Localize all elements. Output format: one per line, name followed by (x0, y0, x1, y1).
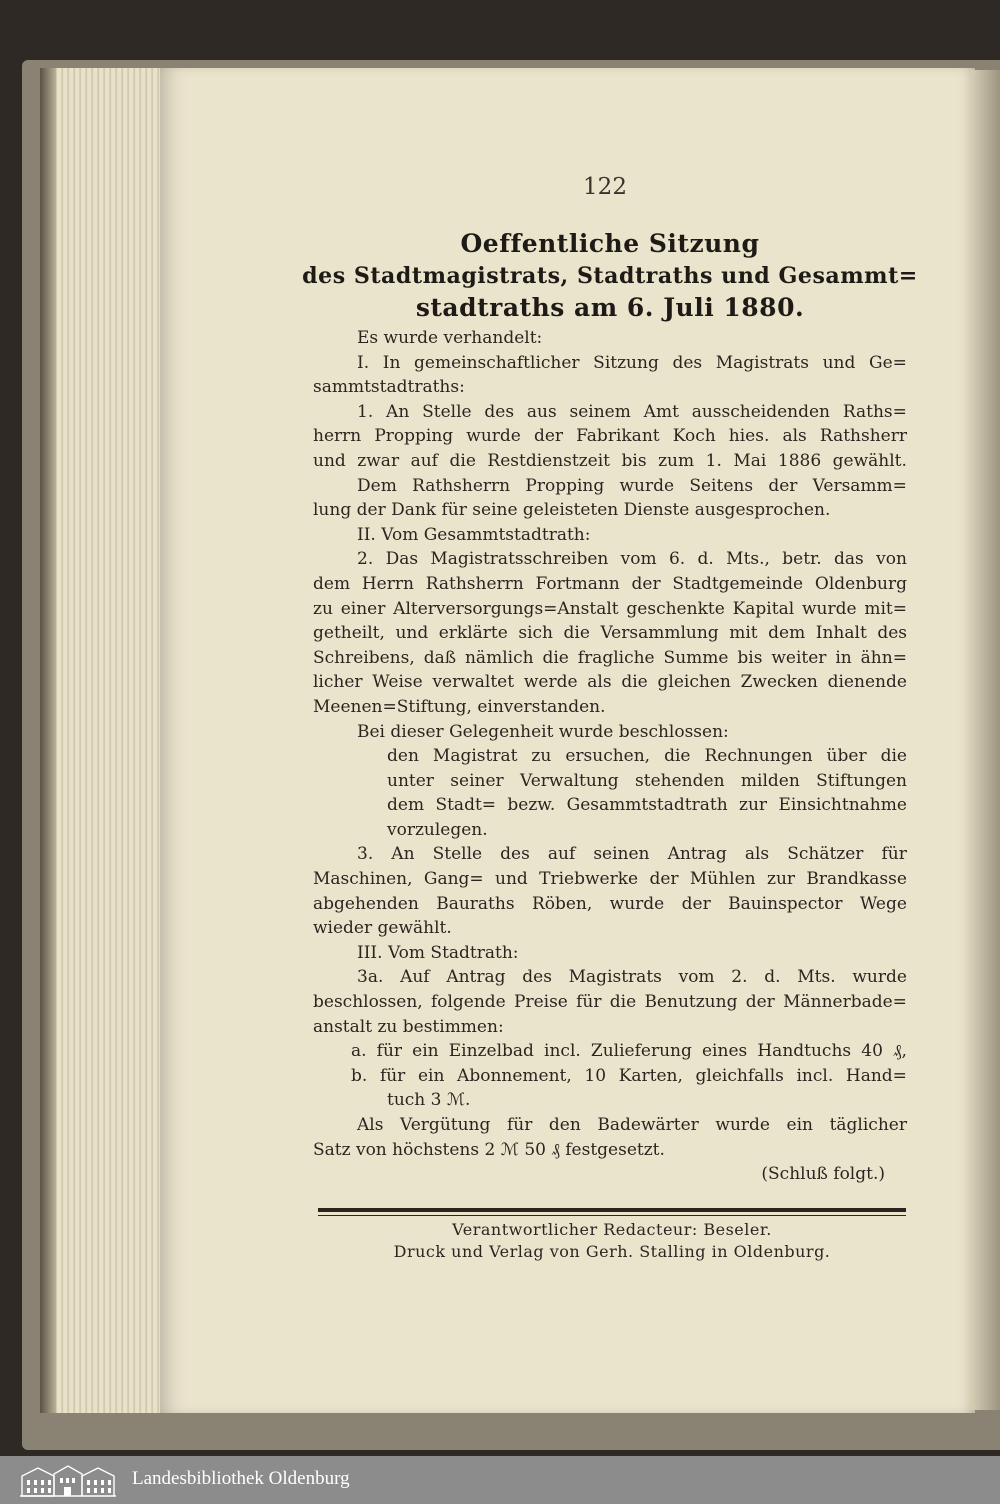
word: Mts., (726, 549, 770, 570)
word: zu (313, 598, 333, 619)
word: bis (621, 450, 647, 471)
editor-imprint: Verantwortlicher Redacteur: Beseler. (452, 1220, 772, 1239)
text-line (313, 424, 907, 449)
library-building-icon (18, 1462, 118, 1498)
word: Auf (400, 967, 430, 988)
word: und (395, 623, 429, 644)
word: des (484, 401, 515, 422)
word: hies. (728, 426, 770, 447)
word: aus (526, 401, 557, 422)
word: 2. (357, 549, 374, 570)
word: zu (531, 746, 552, 767)
word: ein (786, 1115, 813, 1135)
page-edges (40, 68, 170, 1413)
word: in (835, 647, 852, 668)
word: Brandkasse (806, 869, 907, 890)
word: I. (357, 352, 370, 373)
word: dem (768, 623, 806, 644)
word: Wege (859, 893, 907, 914)
word: ausscheidenden (691, 401, 831, 422)
text-line (313, 793, 907, 818)
word: Versamm= (812, 475, 907, 496)
word: 6. (668, 549, 686, 570)
word: gleichen (657, 672, 731, 693)
word: dem (387, 795, 425, 816)
text-line (313, 769, 907, 794)
word: Einzelbad (448, 1041, 534, 1062)
word: ähn= (860, 647, 907, 668)
word: wurde (801, 598, 857, 619)
word: Herrn (361, 573, 414, 594)
word: der (745, 992, 775, 1013)
word: gewählt. (832, 450, 907, 471)
word: An (391, 844, 415, 865)
word: Alterversorgungs=Anstalt (393, 598, 619, 619)
library-name: Landesbibliothek Oldenburg (132, 1468, 350, 1489)
word: des (877, 623, 907, 644)
word: wurde (609, 893, 665, 914)
text-line (313, 400, 907, 425)
text-line: II. Vom Gesammtstadtrath: (357, 524, 591, 545)
word: Verwaltung (520, 770, 619, 791)
word: daß (423, 647, 457, 668)
title-line: Oeffentliche Sitzung (460, 229, 760, 258)
word: die (542, 647, 569, 668)
divider-thick (318, 1208, 906, 1212)
word: stehenden (635, 770, 725, 791)
word: Maschinen, (313, 869, 413, 890)
word: wurde (619, 475, 675, 496)
word: 40 (861, 1041, 883, 1062)
article-title (300, 228, 920, 324)
word: Abonnement, (457, 1065, 572, 1086)
word: Stelle (422, 401, 472, 422)
word: fragliche (577, 647, 655, 668)
text-line (313, 1039, 907, 1064)
text-line (313, 474, 907, 499)
text-line (313, 990, 907, 1015)
word: die (621, 672, 648, 693)
word: als (587, 672, 612, 693)
text-line (313, 670, 907, 695)
word: licher (313, 672, 363, 693)
text-line (313, 842, 907, 867)
word: für (506, 1115, 533, 1135)
word: Gesammtstadtrath (566, 795, 728, 816)
word: vom (620, 549, 657, 570)
word: Rathsherr (819, 426, 907, 447)
publisher-imprint: Druck und Verlag von Gerh. Stalling in Oldenburg. (393, 1242, 831, 1261)
text-line: Meenen=Stiftung, einverstanden. (313, 696, 606, 717)
word: 10 (584, 1065, 607, 1086)
word: d. (697, 549, 714, 570)
word: Stelle (432, 844, 483, 865)
word: für (576, 992, 602, 1013)
text-line: lung der Dank für seine geleisteten Dienste ausgesprochen. (313, 500, 831, 521)
text-line: wieder gewählt. (313, 918, 452, 939)
library-footer-bar (0, 1456, 1000, 1504)
word: bis (737, 647, 763, 668)
word: Kapital (732, 598, 795, 619)
word: Fortmann (535, 573, 620, 594)
word: betr. (782, 549, 822, 570)
word: den (548, 1115, 581, 1135)
word: abgehenden (313, 893, 419, 914)
word: Bauraths (436, 893, 515, 914)
word: zum (658, 450, 695, 471)
word: den (387, 746, 419, 767)
word: Propping (525, 475, 605, 496)
word: wurde (715, 1115, 770, 1135)
article-body (313, 326, 907, 1187)
word: 3. (357, 844, 374, 865)
word: und (822, 352, 856, 373)
page-gutter (970, 70, 1000, 1410)
word: des (500, 844, 530, 865)
word: Bauinspector (728, 893, 843, 914)
word: des (672, 352, 703, 373)
word: ₰, (893, 1041, 907, 1062)
word: Triebwerke (539, 869, 639, 890)
word: Ge= (869, 352, 907, 373)
word: Antrag (446, 967, 506, 988)
title-line: des Stadtmagistrats, Stadtraths und Gesammt= (302, 263, 918, 289)
text-line: anstalt zu bestimmen: (313, 1016, 504, 1037)
word: Vergütung (400, 1115, 491, 1135)
word: Mts. (797, 967, 836, 988)
word: Preise (514, 992, 568, 1013)
word: Das (385, 549, 419, 570)
word: der (649, 869, 679, 890)
word: Magistrats (568, 967, 662, 988)
word: der (768, 475, 798, 496)
text-line (313, 892, 907, 917)
divider-thin (318, 1215, 906, 1216)
text-line (313, 547, 907, 572)
word: seinen (593, 844, 650, 865)
word: eines (702, 1041, 748, 1062)
text-line: Es wurde verhandelt: (357, 328, 543, 348)
word: nämlich (464, 647, 534, 668)
text-line (313, 351, 907, 376)
word: Sitzung (593, 352, 659, 373)
word: ersuchen, (565, 746, 651, 767)
word: Handtuchs (757, 1041, 852, 1062)
word: das (834, 549, 864, 570)
word: Rathsherrn (412, 475, 511, 496)
word: In (382, 352, 401, 373)
word: Fabrikant (576, 426, 660, 447)
word: Stadt= (435, 795, 497, 816)
word: Hand= (845, 1065, 907, 1086)
word: Benutzung (644, 992, 738, 1013)
word: der (631, 573, 661, 594)
word: die (880, 746, 907, 767)
word: wurde (852, 967, 907, 988)
word: sich (518, 623, 554, 644)
text-line: vorzulegen. (387, 819, 488, 840)
word: ein (417, 1065, 445, 1086)
word: Schätzer (787, 844, 864, 865)
word: Mai (733, 450, 767, 471)
text-line (313, 1064, 907, 1089)
word: Versammlung (600, 623, 719, 644)
word: als (744, 844, 770, 865)
word: Röben, (531, 893, 593, 914)
word: Zwecken (740, 672, 818, 693)
text-line: Satz von höchstens 2 ℳ 50 ₰ festgesetzt. (313, 1139, 665, 1160)
word: beschlossen, (313, 992, 423, 1013)
word: 1. (357, 401, 374, 422)
word: die (563, 623, 590, 644)
word: d. (764, 967, 781, 988)
word: Mühlen (689, 869, 756, 890)
word: werde (523, 672, 578, 693)
word: geschenkte (626, 598, 725, 619)
word: vom (678, 967, 715, 988)
page-number: 122 (583, 174, 627, 200)
text-line (313, 1113, 907, 1138)
word: auf (547, 844, 576, 865)
word: zwar (357, 450, 400, 471)
word: gemeinschaftlicher (414, 352, 580, 373)
word: Weise (372, 672, 423, 693)
word: Zulieferung (590, 1041, 692, 1062)
word: mit= (864, 598, 907, 619)
text-line (313, 597, 907, 622)
word: als (782, 426, 807, 447)
word: Magistratsschreiben (430, 549, 609, 570)
text-line (313, 867, 907, 892)
word: verwaltet (432, 672, 515, 693)
word: und (495, 869, 528, 890)
word: gleichfalls (695, 1065, 784, 1086)
word: Raths= (842, 401, 907, 422)
word: die (664, 746, 691, 767)
word: Summe (663, 647, 729, 668)
word: täglicher (829, 1115, 907, 1135)
word: Magistrat (432, 746, 518, 767)
text-line (313, 965, 907, 990)
word: a. (351, 1041, 367, 1062)
word: unter (387, 770, 434, 791)
word: Restdienstzeit (487, 450, 610, 471)
word: der (681, 893, 711, 914)
word: Stadtgemeinde (672, 573, 804, 594)
word: Propping (374, 426, 454, 447)
word: weiter (771, 647, 827, 668)
word: Einsichtnahme (778, 795, 907, 816)
word: Stiftungen (816, 770, 907, 791)
word: von (876, 549, 907, 570)
word: für (376, 1041, 403, 1062)
word: für (881, 844, 907, 865)
text-line (313, 744, 907, 769)
word: Als (357, 1115, 384, 1135)
word: für (379, 1065, 406, 1086)
word: die (609, 992, 637, 1013)
word: wurde (466, 426, 521, 447)
word: An (386, 401, 410, 422)
word: herrn (313, 426, 362, 447)
word: der (533, 426, 564, 447)
word: bezw. (507, 795, 556, 816)
word: Seitens (689, 475, 754, 496)
word: Antrag (667, 844, 727, 865)
text-line: Bei dieser Gelegenheit wurde beschlossen: (357, 721, 729, 742)
word: des (522, 967, 552, 988)
word: incl. (544, 1041, 581, 1062)
page-edge-shadow (40, 68, 56, 1413)
word: ein (412, 1041, 439, 1062)
text-line (313, 572, 907, 597)
text-line: tuch 3 ℳ. (387, 1090, 471, 1111)
word: b. (351, 1065, 368, 1086)
word: Gang= (423, 869, 484, 890)
word: erklärte (438, 623, 508, 644)
word: 1886 (777, 450, 822, 471)
word: seinem (569, 401, 631, 422)
word: Karten, (618, 1065, 683, 1086)
word: zur (766, 869, 796, 890)
text-line: III. Vom Stadtrath: (357, 942, 519, 963)
word: Rathsherrn (425, 573, 524, 594)
text-line (313, 621, 907, 646)
word: Rechnungen (704, 746, 813, 767)
title-line: stadtraths am 6. Juli 1880. (415, 293, 805, 322)
word: 3a. (357, 967, 384, 988)
word: Männerbade= (783, 992, 907, 1013)
text-line: sammtstadtraths: (313, 377, 465, 398)
word: Koch (672, 426, 716, 447)
word: seiner (450, 770, 504, 791)
text-line (313, 449, 907, 474)
word: incl. (796, 1065, 834, 1086)
word: dem (313, 573, 351, 594)
word: auf (410, 450, 438, 471)
word: Schreibens, (313, 647, 415, 668)
word: und (313, 450, 346, 471)
word: zur (739, 795, 768, 816)
word: 1. (705, 450, 722, 471)
word: milden (740, 770, 800, 791)
word: Oldenburg (814, 573, 907, 594)
word: Dem (357, 475, 397, 496)
word: mit (729, 623, 758, 644)
word: Inhalt (815, 623, 867, 644)
word: Magistrats (715, 352, 809, 373)
word: einer (340, 598, 386, 619)
word: Amt (643, 401, 679, 422)
text-line: (Schluß folgt.) (761, 1164, 885, 1185)
word: folgende (430, 992, 506, 1013)
word: über (826, 746, 867, 767)
word: Badewärter (597, 1115, 699, 1135)
word: die (449, 450, 476, 471)
text-line (313, 646, 907, 671)
word: getheilt, (313, 623, 385, 644)
word: 2. (731, 967, 748, 988)
word: dienende (827, 672, 907, 693)
